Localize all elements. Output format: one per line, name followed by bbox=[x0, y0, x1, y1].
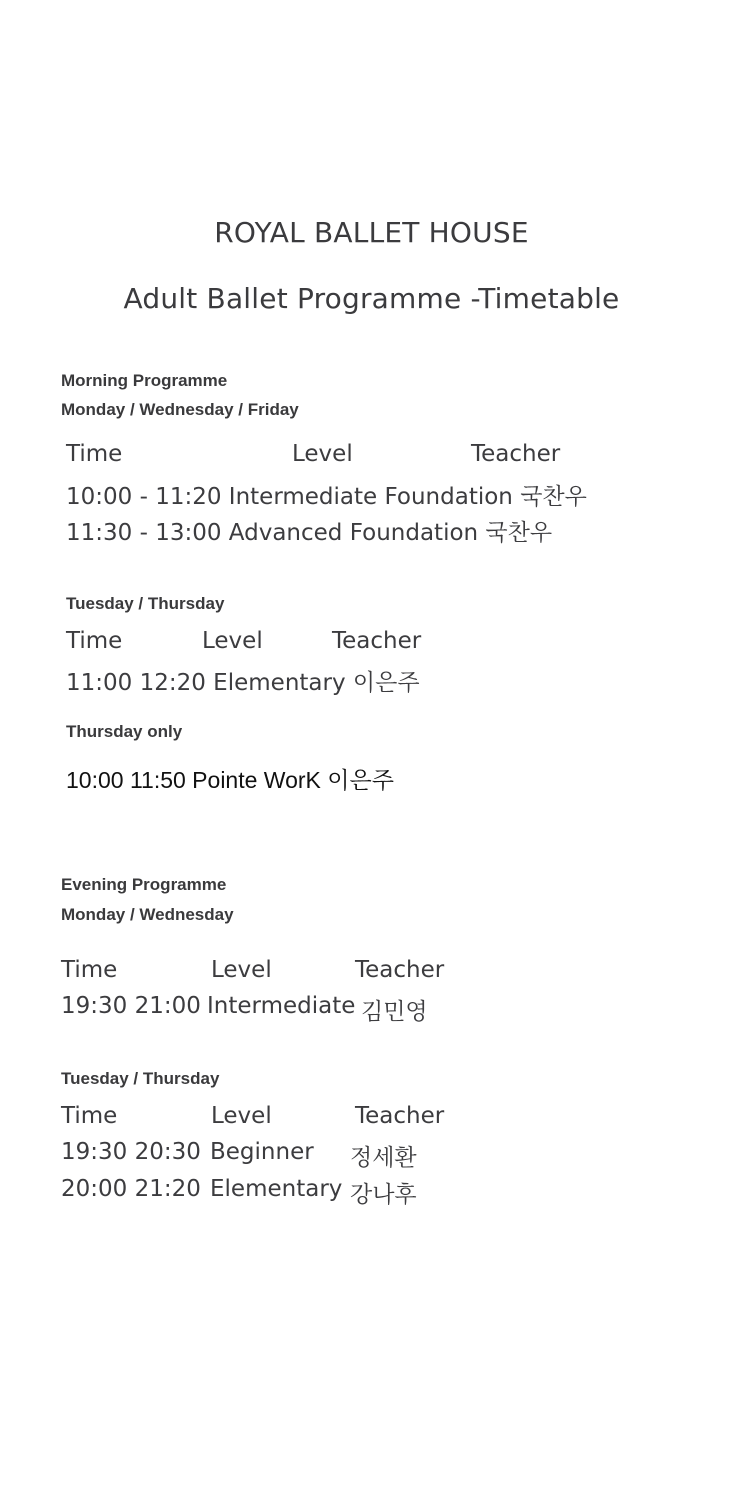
schedule-row: 11:00 12:20 Elementary 이은주 bbox=[66, 670, 420, 696]
column-level: Level bbox=[202, 628, 263, 654]
row-level: Intermediate bbox=[207, 993, 356, 1019]
evening-tt-days: Tuesday / Thursday bbox=[61, 1069, 220, 1088]
row-teacher: 김민영 bbox=[361, 999, 428, 1025]
morning-mwf-days: Monday / Wednesday / Friday bbox=[61, 400, 299, 419]
morning-mwf-header-row bbox=[66, 441, 626, 471]
column-teacher: Teacher bbox=[471, 441, 561, 467]
row-teacher: 정세환 bbox=[350, 1145, 417, 1171]
evening-mw-header-row bbox=[61, 957, 481, 987]
column-level: Level bbox=[292, 441, 353, 467]
row-time: 19:30 21:00 bbox=[61, 993, 201, 1019]
column-teacher: Teacher bbox=[332, 628, 422, 654]
evening-mw-days: Monday / Wednesday bbox=[61, 905, 234, 924]
row-teacher: 강나후 bbox=[350, 1182, 417, 1208]
column-teacher: Teacher bbox=[355, 957, 445, 983]
column-time: Time bbox=[61, 1103, 118, 1129]
row-level: Beginner bbox=[210, 1139, 314, 1165]
page-subtitle: Adult Ballet Programme -Timetable bbox=[123, 282, 620, 315]
schedule-row: 10:00 - 11:20 Intermediate Foundation 국찬우 bbox=[66, 484, 587, 510]
row-time: 19:30 20:30 bbox=[61, 1139, 201, 1165]
row-time: 20:00 21:20 bbox=[61, 1176, 201, 1202]
column-time: Time bbox=[61, 957, 118, 983]
row-level: Elementary bbox=[210, 1176, 343, 1202]
page-title: ROYAL BALLET HOUSE bbox=[214, 216, 529, 249]
evening-tt-header-row bbox=[61, 1103, 481, 1133]
morning-tt-days: Tuesday / Thursday bbox=[66, 594, 225, 613]
column-time: Time bbox=[66, 441, 123, 467]
thursday-only-heading: Thursday only bbox=[66, 722, 183, 741]
evening-programme-heading: Evening Programme bbox=[61, 875, 227, 894]
morning-programme-heading: Morning Programme bbox=[61, 371, 228, 390]
schedule-row bbox=[61, 993, 481, 1023]
schedule-row: 11:30 - 13:00 Advanced Foundation 국찬우 bbox=[66, 520, 553, 546]
morning-tt-header-row bbox=[66, 628, 446, 658]
column-level: Level bbox=[211, 1103, 272, 1129]
schedule-row bbox=[61, 1176, 481, 1206]
column-teacher: Teacher bbox=[355, 1103, 445, 1129]
schedule-row: 10:00 11:50 Pointe WorK 이은주 bbox=[66, 767, 394, 793]
schedule-row bbox=[61, 1139, 481, 1169]
column-time: Time bbox=[66, 628, 123, 654]
column-level: Level bbox=[211, 957, 272, 983]
